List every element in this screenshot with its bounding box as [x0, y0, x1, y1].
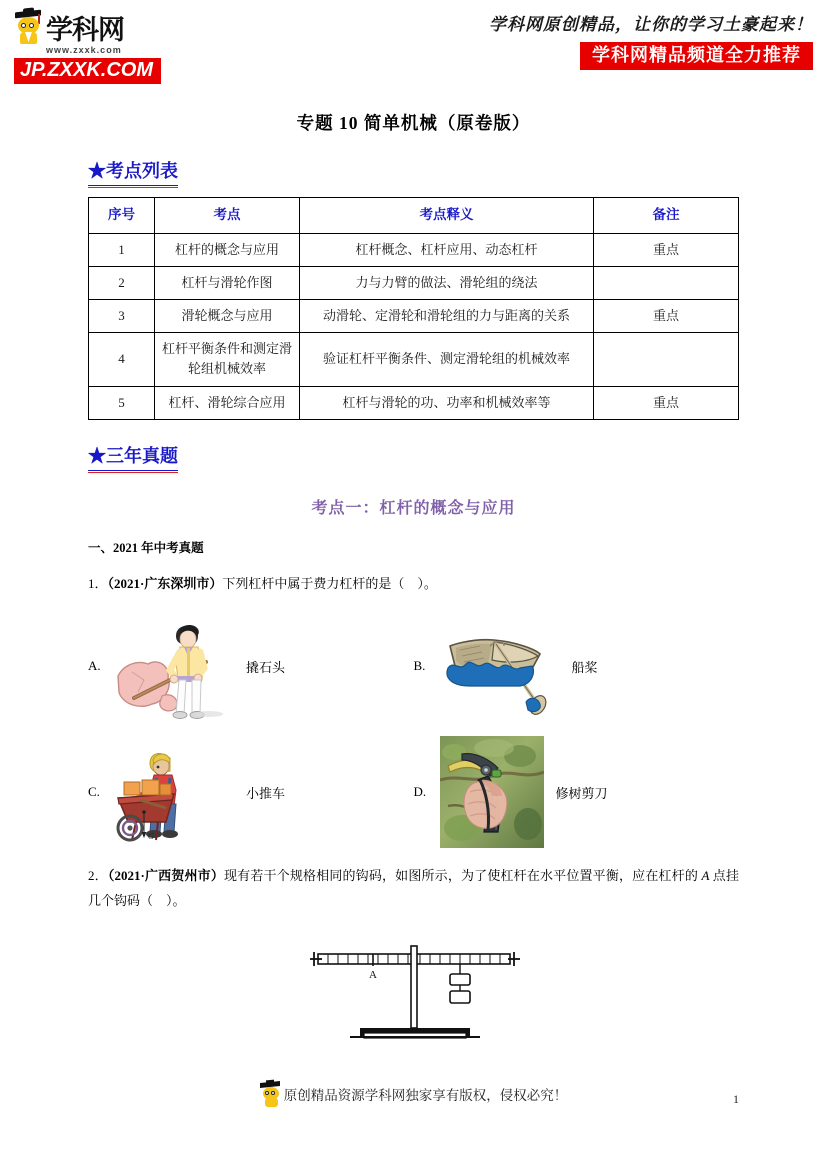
option-d[interactable]	[414, 736, 740, 848]
option-b[interactable]	[414, 610, 740, 722]
table-row	[89, 386, 739, 419]
cell-definition: 验证杠杆平衡条件、测定滑轮组的机械效率	[300, 333, 594, 386]
cell-point: 杠杆的概念与应用	[155, 233, 300, 266]
table-row	[89, 333, 739, 386]
cell-no: 3	[89, 300, 155, 333]
column-header-point: 考点	[155, 198, 300, 234]
cell-note: 重点	[594, 386, 739, 419]
option-row-ab	[88, 610, 739, 722]
document-content	[0, 110, 827, 1060]
footer-copyright-text: 原创精品资源学科网独家享有版权，侵权必究！	[283, 1088, 568, 1103]
option-c-letter: C.	[88, 784, 100, 800]
question-1-source: （2021·广东深圳市）	[107, 575, 223, 591]
cell-definition: 力与力臂的做法、滑轮组的绕法	[300, 267, 594, 300]
prying-rock-illustration	[114, 610, 234, 722]
column-header-note: 备注	[594, 198, 739, 234]
cell-note	[594, 333, 739, 386]
table-header-row	[89, 198, 739, 234]
logo-url-text: www.zxxk.com	[46, 45, 122, 55]
section-heading-three-year-exams: ★三年真题	[88, 442, 178, 471]
cell-note	[594, 267, 739, 300]
section-exams-heading-wrap	[88, 420, 739, 471]
cell-no: 2	[89, 267, 155, 300]
question-1-number: 1．	[88, 575, 108, 591]
site-logo[interactable]	[14, 8, 194, 84]
question-2-point-label: A	[701, 868, 710, 884]
cell-point: 滑轮概念与应用	[155, 300, 300, 333]
option-b-letter: B.	[413, 658, 426, 674]
question-2-source: （2021·广西贺州市）	[107, 868, 225, 884]
option-b-caption: 船桨	[571, 659, 598, 675]
header-slogan-block	[489, 10, 813, 70]
slogan-handwriting: 学科网原创精品，让你的学习土豪起来！	[489, 15, 813, 34]
lever-balance-diagram	[88, 940, 739, 1060]
cell-point: 杠杆、滑轮综合应用	[155, 386, 300, 419]
question-2-number: 2．	[88, 868, 108, 884]
cell-definition: 杠杆概念、杠杆应用、动态杠杆	[300, 233, 594, 266]
section-list-heading-wrap	[88, 135, 739, 186]
cell-no: 1	[89, 233, 155, 266]
logo-red-banner: JP.ZXXK.COM	[14, 58, 161, 84]
logo-wordmark: 学科网	[46, 15, 124, 45]
page-number: 1	[733, 1092, 739, 1106]
page-title: 专题 10 简单机械（原卷版）	[296, 113, 531, 133]
question-1-text	[88, 572, 739, 597]
column-header-definition: 考点释义	[300, 198, 594, 234]
cell-no: 4	[89, 333, 155, 386]
option-d-caption: 修树剪刀	[555, 785, 608, 801]
kaodian-one-title: 考点一：杠杆的概念与应用	[311, 499, 516, 517]
graduate-mascot-icon	[14, 10, 44, 44]
cell-point: 杠杆平衡条件和测定滑轮组机械效率	[155, 333, 300, 386]
cell-note: 重点	[594, 300, 739, 333]
year-subheading: 一、2021 年中考真题	[88, 540, 204, 555]
option-a-letter: A.	[88, 658, 101, 674]
table-row	[89, 267, 739, 300]
table-row	[89, 300, 739, 333]
question-1-stem: 下列杠杆中属于费力杠杆的是（ ）。	[222, 575, 437, 591]
boat-oar-illustration	[440, 610, 560, 722]
slogan-red-banner: 学科网精品频道全力推荐	[580, 42, 813, 70]
cell-no: 5	[89, 386, 155, 419]
section-heading-kaodian-list: ★考点列表	[88, 157, 178, 186]
logo-top-row	[14, 8, 194, 44]
column-header-no: 序号	[89, 198, 155, 234]
option-row-cd	[88, 736, 739, 848]
pruning-shears-photo	[440, 736, 544, 848]
footer-copyright-line	[0, 1081, 827, 1107]
svg-text:G: G	[148, 832, 154, 842]
cell-definition: 杠杆与滑轮的功、功率和机械效率等	[300, 386, 594, 419]
question-2-stem-part1: 现有若干个规格相同的钩码，如图所示，为了使杠杆在水平位置平衡，应在杠杆的	[224, 868, 702, 884]
kaodian-table	[88, 197, 739, 420]
option-d-letter: D.	[413, 784, 427, 800]
table-row	[89, 233, 739, 266]
page-header	[0, 0, 827, 82]
option-a-caption: 撬石头	[246, 659, 286, 675]
question-2-stem-part2: 点挂几个钩码（ ）。	[88, 868, 739, 909]
page-footer	[0, 1081, 827, 1107]
option-a[interactable]	[88, 610, 414, 722]
wheelbarrow-illustration	[114, 736, 234, 848]
graduate-mascot-icon	[260, 1081, 282, 1107]
svg-text:A: A	[368, 968, 377, 981]
cell-note: 重点	[594, 233, 739, 266]
cell-point: 杠杆与滑轮作图	[155, 267, 300, 300]
option-c-caption: 小推车	[246, 785, 286, 801]
question-2-text	[88, 864, 739, 913]
option-c[interactable]	[88, 736, 414, 848]
cell-definition: 动滑轮、定滑轮和滑轮组的力与距离的关系	[300, 300, 594, 333]
